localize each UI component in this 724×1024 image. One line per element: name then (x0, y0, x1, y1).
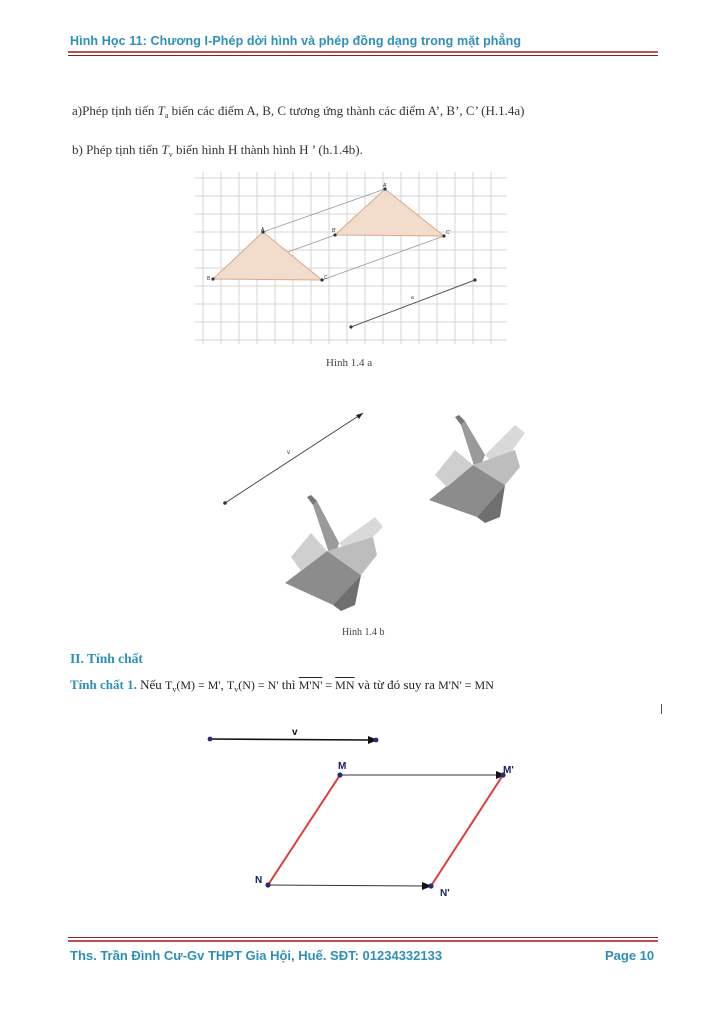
intro-line-a-prefix: a)Phép tịnh tiến (72, 103, 158, 118)
text-cursor-mark (661, 704, 662, 714)
footer-author: Ths. Trần Đình Cư-Gv THPT Gia Hội, Huế. SĐT: 01234332133 (70, 948, 443, 963)
vector-a-start (349, 325, 352, 328)
property-label: Tính chất 1. (70, 677, 137, 692)
arrowhead-icon (356, 413, 363, 419)
property-result: M'N' = MN (438, 678, 494, 692)
formula-2 (227, 678, 279, 692)
segment-nn-prime (268, 885, 426, 886)
property-text-rest: và từ đó suy ra (357, 677, 439, 692)
caption-figure-1-4a: Hình 1.4 a (326, 357, 373, 369)
intro-line-b-suffix: biến hình H thành hình H ’ (h.1.4b). (172, 142, 363, 157)
vector-mn: $\overline{MN}$ (335, 678, 355, 692)
translation-symbol: T (157, 103, 165, 118)
equals-sign: = (322, 678, 336, 692)
segment-m-prime-n-prime (431, 775, 503, 886)
translation-subscript: a (164, 111, 169, 120)
vector-a-end (473, 278, 476, 281)
points (265, 772, 505, 888)
formula-T: T (165, 678, 173, 692)
label-vector-a: a (411, 295, 414, 301)
label-v: v (292, 727, 298, 738)
property-text-then: thì (281, 677, 299, 692)
label-n-prime: N' (440, 888, 450, 899)
intro-line-a-suffix: biến các điểm A, B, C tương ứng thành các điểm A’, B’, C’ (H.1.4a) (168, 103, 525, 118)
figure-property-1 (200, 725, 530, 905)
property-1 (70, 677, 494, 694)
formula-expr2: (N) = N' (238, 678, 279, 692)
intro-line-b (72, 142, 363, 159)
label-c: C (324, 275, 328, 281)
section-title: II. Tính chất (70, 651, 143, 666)
intro-line-b-prefix: b) Phép tịnh tiến (72, 142, 162, 157)
intro-line-a (72, 103, 525, 120)
label-b-prime: B' (332, 228, 337, 234)
label-m-prime: M' (503, 765, 514, 776)
figure-1-4b (215, 405, 525, 615)
formula-T: T (226, 678, 235, 692)
header-rule (68, 51, 658, 53)
figure-1-4a (195, 172, 507, 344)
crane-image (285, 495, 383, 611)
crane-image-prime (429, 415, 525, 523)
header-rule-thin (68, 55, 658, 56)
page-header-title: Hình Học 11: Chương I-Phép dời hình và phép đồng dạng trong mặt phẳng (70, 34, 522, 48)
label-a-prime: A' (383, 183, 388, 189)
vector-v (225, 413, 363, 503)
caption-figure-1-4b: Hình 1.4 b (342, 627, 385, 638)
triangle-abc (213, 232, 322, 280)
vector-v-line (210, 739, 370, 740)
label-m: M (338, 761, 347, 772)
label-a: A (261, 227, 265, 233)
property-text-if: Nếu (136, 677, 165, 692)
footer-rule-thin (68, 937, 658, 938)
label-n: N (255, 875, 263, 886)
formula-1 (165, 678, 224, 692)
translation-symbol: T (161, 142, 169, 157)
label-c-prime: C' (446, 230, 451, 236)
point-icon (208, 737, 213, 742)
segment-mn (268, 775, 340, 885)
vector-v-start (223, 501, 227, 505)
page-number: Page 10 (605, 948, 655, 963)
footer-rule (68, 940, 658, 942)
formula-sub: v (172, 685, 177, 694)
label-vector-v: v (287, 450, 290, 456)
label-b: B (207, 276, 211, 282)
point-icon (374, 738, 379, 743)
formula-expr1: (M) = M', (176, 678, 224, 692)
vector-m-prime-n-prime: M'N' (298, 678, 323, 692)
formula-sub: v (234, 685, 239, 694)
translation-subscript: v (168, 150, 173, 159)
